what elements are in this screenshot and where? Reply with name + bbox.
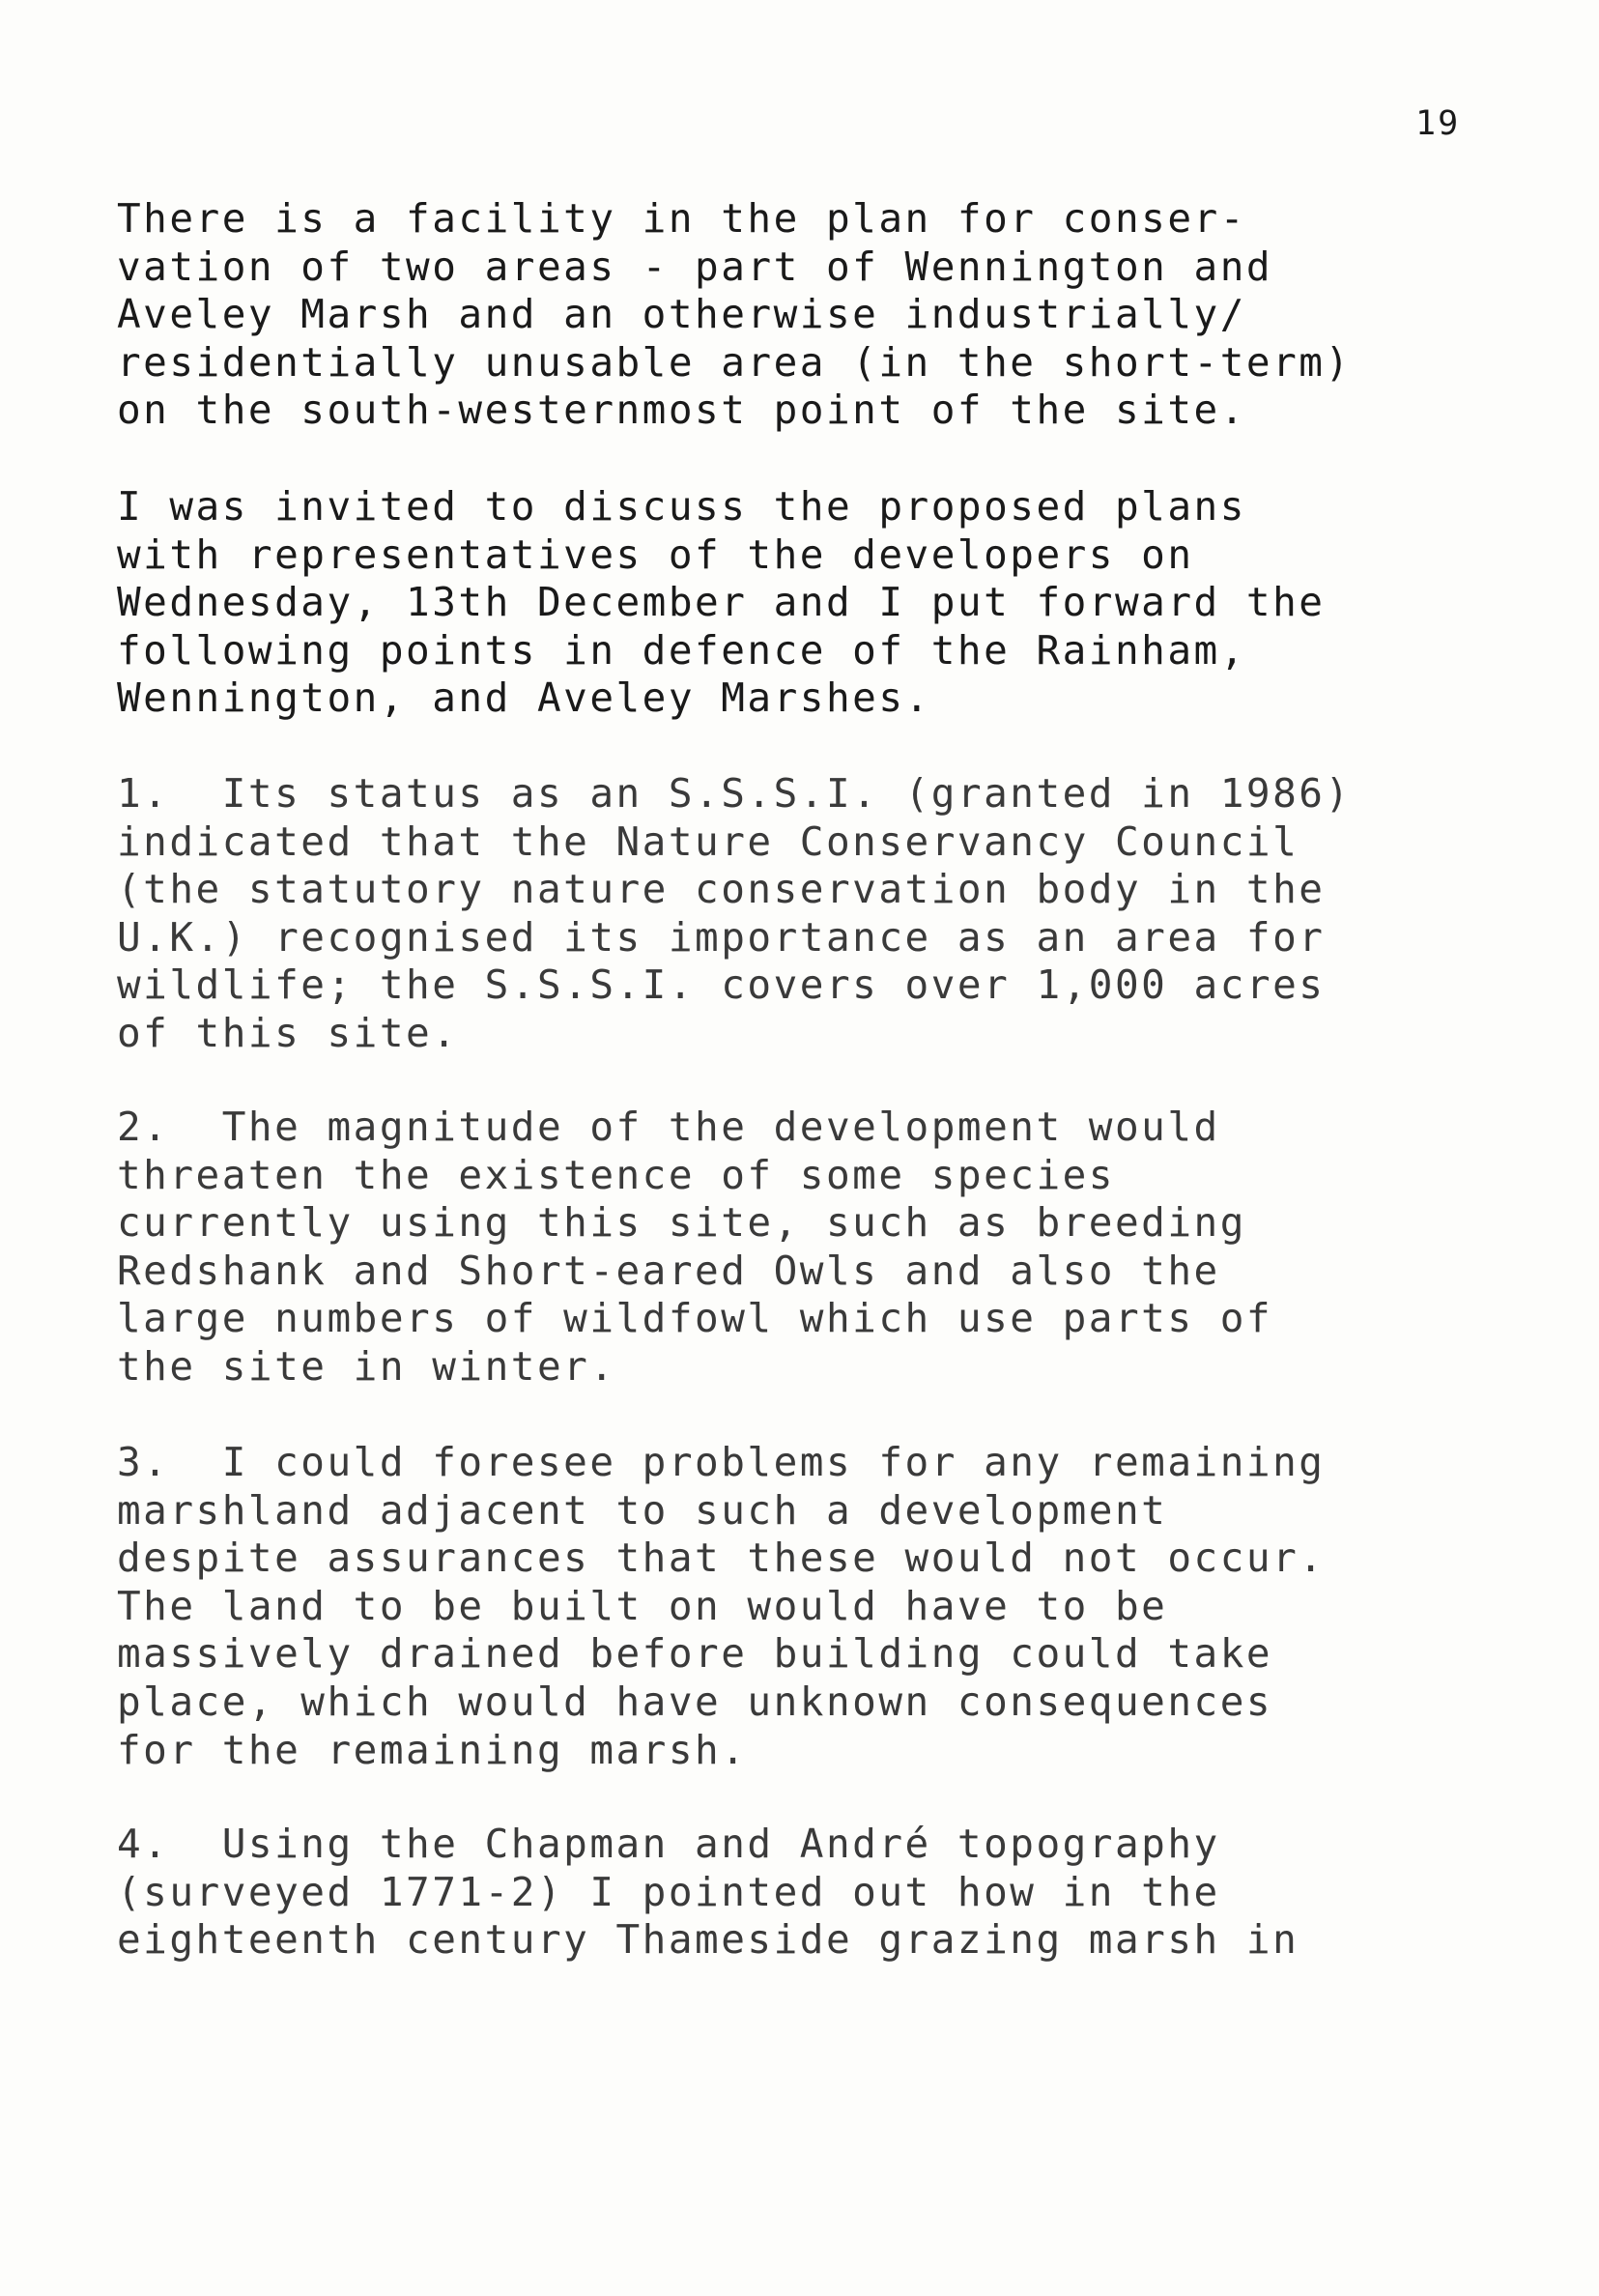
- paragraph-point-3-drainage-problems: [117, 1439, 1489, 1774]
- text-line: 3. I could foresee problems for any remaining: [117, 1439, 1326, 1485]
- text-line: despite assurances that these would not occur.: [117, 1535, 1326, 1582]
- text-line: I was invited to discuss the proposed plans: [117, 483, 1246, 530]
- text-line: eighteenth century Thameside grazing marsh in: [117, 1916, 1299, 1964]
- text-line: 1. Its status as an S.S.S.I. (granted in 1986): [117, 770, 1352, 817]
- text-line: (the statutory nature conservation body in the: [117, 866, 1326, 913]
- text-line: 4. Using the Chapman and André topography: [117, 1821, 1220, 1867]
- text-line: following points in defence of the Rainham,: [117, 626, 1246, 674]
- paragraph-point-2-species-threat: [117, 1104, 1489, 1392]
- paragraph-conservation-facility: [117, 195, 1489, 435]
- paragraph-point-1-sssi-status: [117, 770, 1489, 1058]
- text-line: threaten the existence of some species: [117, 1151, 1115, 1198]
- paragraph-point-4-historic-topography: [117, 1821, 1489, 1965]
- text-line: on the south-westernmost point of the site.: [117, 387, 1246, 434]
- text-line: massively drained before building could take: [117, 1630, 1273, 1678]
- text-line: indicated that the Nature Conservancy Council: [117, 818, 1299, 865]
- text-line: Redshank and Short-eared Owls and also the: [117, 1247, 1220, 1294]
- text-line: marshland adjacent to such a development: [117, 1486, 1168, 1534]
- text-line: with representatives of the developers on: [117, 531, 1194, 578]
- text-line: the site in winter.: [117, 1342, 616, 1390]
- text-line: of this site.: [117, 1009, 459, 1056]
- text-line: The land to be built on would have to be: [117, 1582, 1168, 1629]
- text-line: Wennington, and Aveley Marshes.: [117, 674, 931, 722]
- text-line: Wednesday, 13th December and I put forward the: [117, 579, 1326, 626]
- text-line: vation of two areas - part of Wennington and: [117, 243, 1273, 290]
- text-line: U.K.) recognised its importance as an area for: [117, 913, 1326, 961]
- text-line: currently using this site, such as breeding: [117, 1199, 1246, 1247]
- text-line: wildlife; the S.S.S.I. covers over 1,000 acres: [117, 961, 1326, 1009]
- text-line: residentially unusable area (in the short-term): [117, 338, 1352, 386]
- text-line: large numbers of wildfowl which use parts of: [117, 1295, 1273, 1342]
- text-line: 2. The magnitude of the development would: [117, 1104, 1220, 1150]
- text-line: place, which would have unknown consequences: [117, 1678, 1273, 1725]
- text-line: There is a facility in the plan for conser-: [117, 195, 1246, 242]
- paragraph-meeting-with-developers: [117, 483, 1489, 723]
- page-number: 19: [1415, 104, 1461, 143]
- text-line: (surveyed 1771-2) I pointed out how in the: [117, 1868, 1220, 1915]
- text-line: for the remaining marsh.: [117, 1726, 748, 1773]
- text-line: Aveley Marsh and an otherwise industrially/: [117, 291, 1246, 338]
